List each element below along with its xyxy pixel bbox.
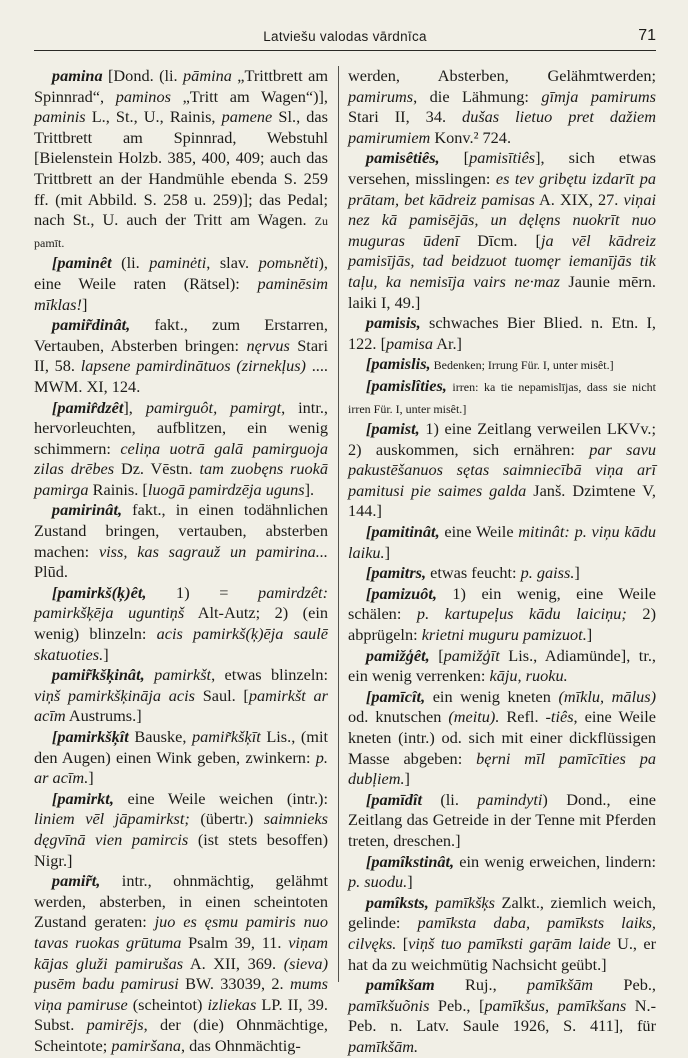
entry-example: pomьněti — [258, 253, 319, 273]
entry-text: ), eine Weile raten (Rätsel): — [34, 253, 328, 293]
entry-example: par savu pakustēšanuos sętas saimniecībā viņa arī pamitusi pie saimes galda — [348, 439, 656, 500]
entry-example: pamižģīt — [443, 645, 500, 665]
entry-example: pamirdzêt: pamirkšķēja uguntiņš — [34, 582, 328, 623]
entry-headword: pamîkšam — [365, 975, 435, 995]
entry-text: intr., ohnmächtig, gelähmt werden, absterben, in einen scheintoten Zustand geraten: — [34, 871, 328, 932]
dictionary-entry — [34, 871, 328, 1056]
entry-headword: pamisêtiês, — [365, 148, 440, 168]
entry-text: N.-Peb. n. Latv. Saule 1926, S. 411], für — [348, 995, 656, 1036]
entry-example: pamirums — [348, 86, 414, 106]
entry-example: pamiršana — [111, 1035, 181, 1055]
entry-text: , etwas blinzeln: — [211, 665, 329, 685]
entry-example: -tiês — [545, 707, 574, 727]
entry-headword: [pamirkš(ķ)êt, — [51, 582, 147, 602]
dictionary-entry — [348, 687, 656, 790]
entry-text: U., er hat da zu weichmütig Nachsicht geübt.] — [348, 933, 656, 974]
entry-text: ] — [88, 768, 94, 788]
entry-example: kāju, ruoku. — [489, 666, 568, 686]
entry-headword: [paminêt — [51, 253, 112, 273]
entry-text: (li. — [111, 253, 150, 273]
entry-example: izliekas — [207, 994, 257, 1014]
entry-text: ] — [574, 563, 580, 583]
entry-example: luogā pamirdzēja uguns — [147, 479, 305, 499]
entry-example: paminēsim mīklas! — [34, 273, 328, 314]
entry-text: ]. — [304, 479, 315, 499]
entry-example: viņš tuo pamīksti gaŗām laide — [408, 933, 611, 953]
entry-example: viņš pamirkšķināja acis — [34, 685, 195, 705]
entry-example: pamīkšām. — [348, 1036, 419, 1056]
entry-example: celiņa uotrā galā pamirguoja zilas drēbes — [34, 438, 329, 479]
entry-headword: [pamizuôt, — [365, 583, 437, 603]
entry-text: Lis., (mit den Augen) einen Wink geben, zwinkern: — [34, 727, 329, 767]
entry-example: viņai nez kā pamisējās, un dęlęns nuokrīt nuo muguras ūdenī — [348, 189, 656, 250]
entry-example: (mīklu, mālus) — [558, 686, 656, 706]
entry-example: lapsene pamirdinātuos (zirnekļus) — [80, 356, 306, 376]
entry-example: pamindyti — [477, 789, 543, 809]
dictionary-entry — [348, 66, 656, 148]
dictionary-entry — [348, 790, 656, 852]
entry-text: od. knutschen — [348, 707, 449, 727]
entry-text: (scheintot) — [127, 994, 208, 1014]
entry-example: pamirkšt — [154, 665, 212, 685]
dictionary-entry — [34, 665, 328, 727]
entry-text: fakt., in einen todähnlichen Zustand bringen, vertauben, absterben machen: — [34, 500, 328, 561]
entry-headword: pamižģêt, — [365, 645, 430, 665]
entry-text: Rainis. [ — [88, 479, 148, 499]
entry-example: bęrni mīl pamīcīties pa dubļiem. — [348, 748, 656, 789]
entry-example: pamirējs — [86, 1015, 144, 1035]
entry-text: (li. — [422, 789, 478, 809]
entry-example: juo es ęsmu pamiris nuo tavas ruokas grūtuma — [34, 912, 328, 952]
entry-text — [145, 665, 154, 684]
entry-text: ], — [123, 397, 146, 417]
dictionary-entry — [34, 66, 328, 253]
entry-text: Lis., Adiamünde], tr., ein wenig verrenken: — [348, 645, 656, 686]
entry-text: Refl. — [499, 707, 546, 727]
entry-text: (ist stets besoffen) Nigr.] — [34, 829, 328, 870]
entry-headword: pamisis, — [365, 313, 421, 333]
entry-text: Peb., [ — [429, 995, 485, 1015]
entry-text: etwas feucht: — [426, 563, 521, 583]
entry-text: ein wenig kneten — [425, 686, 559, 706]
entry-text: ] — [404, 769, 410, 789]
entry-text: ] — [81, 294, 88, 314]
entry-example: saimnieks dęgvīnā vien pamircis — [34, 809, 328, 849]
entry-text: Plūd. — [34, 562, 68, 582]
entry-text: BW. 33039, 2. — [178, 974, 290, 994]
entry-text: Psalm 39, 11. — [181, 932, 289, 952]
entry-headword: [pamislis, — [365, 354, 431, 374]
dictionary-entry — [348, 975, 656, 1057]
entry-headword: [pamir̂dzêt — [51, 397, 124, 417]
entry-text: ] — [407, 872, 413, 892]
entry-example: pamīkšām — [527, 975, 594, 995]
entry-text: Ruj., — [434, 975, 528, 995]
entry-headword: [pamitinât, — [365, 522, 440, 542]
entry-headword: [pamîkstinât, — [365, 851, 455, 871]
entry-example: pamisītiês — [469, 148, 536, 168]
entry-text: 2) abprügeln: — [348, 604, 656, 645]
entry-example: nęrvus — [246, 335, 290, 355]
entry-example: pamīksta daba, pamīksts laiks, cilvęks. — [348, 913, 657, 953]
entry-example: (sieva) pusēm badu pamirusi — [34, 953, 328, 994]
entry-headword: [pamislîties, — [365, 375, 447, 395]
entry-text: , die Lähmung: — [413, 86, 542, 106]
entry-text: [ — [396, 933, 409, 953]
entry-text: Peb., — [593, 975, 656, 995]
entry-text: 1) ein wenig, eine Weile schälen: — [348, 583, 656, 624]
entry-note: ka tie nepamislījas — [483, 379, 579, 394]
entry-text: Austrums.] — [65, 706, 142, 726]
entry-example: viss, kas sagrauž un pamirina... — [98, 541, 329, 561]
entry-text: Sl., das Trittbrett am Spinnrad, Webstuhl [Bielenstein Holzb. 385, 400, 409; auch das Trittbrett an der Handmühle ebenda S. 259 ff. (mit Abbild. S. 258 u. 259)]; das Pedal; nach St., U. auch der Tritt am Wagen. — [34, 107, 328, 230]
entry-text: Dz. Vēstn. — [114, 459, 200, 479]
dictionary-entry — [34, 727, 328, 789]
entry-text: , slav. — [206, 253, 259, 273]
entry-headword: pamina — [51, 66, 103, 85]
entry-text: Ar.] — [433, 333, 462, 353]
entry-text: A. XII, 369. — [183, 953, 284, 973]
entry-text: fakt., zum Erstarren, Vertauben, Absterben bringen: — [34, 315, 328, 355]
entry-text: L., St., U., Rainis, — [85, 107, 222, 127]
entry-example: dušas lietuo pret dažiem pamirumiem — [348, 107, 656, 147]
entry-example: pamene — [221, 107, 273, 127]
entry-example: pamīkšus, pamīkšans — [484, 995, 627, 1015]
entry-text: werden, Absterben, Gelähmtwerden; — [348, 66, 656, 85]
entry-headword: [pamitrs, — [365, 563, 427, 583]
entry-text: „Trittbrett am Spinnrad“, — [34, 66, 329, 106]
entry-note: .] — [606, 358, 614, 373]
entry-text: 1) eine Zeitlang verweilen LKVv.; 2) auskommen, sich ernähren: — [348, 419, 656, 459]
dictionary-entry — [34, 398, 328, 501]
entry-text: ] — [384, 542, 391, 562]
entry-headword: [pamirkšķît — [51, 727, 129, 746]
entry-text: Jaunie mērn. laiki I, 49.] — [348, 271, 657, 312]
entry-text: „Tritt am Wagen“)], — [170, 86, 328, 106]
dictionary-entry — [34, 315, 328, 397]
entry-text: eine Weile weichen (intr.): — [113, 788, 328, 808]
right-column — [348, 66, 657, 1056]
entry-text: , eine Weile kneten (intr.) od. sich mit einer dickflüssigen Masse abgeben: — [348, 707, 656, 768]
dictionary-entry — [348, 563, 656, 584]
entry-headword: [pamist, — [365, 419, 420, 439]
entry-text: Stari II, 34. — [348, 107, 463, 127]
entry-example: pamir̃kšķīt — [192, 727, 261, 746]
entry-note: irren: — [446, 379, 484, 394]
entry-headword: [pamirkt, — [51, 788, 114, 808]
entry-text: [ — [439, 148, 470, 168]
dictionary-entry — [348, 376, 656, 419]
dictionary-entry — [348, 646, 656, 687]
entry-example: paminis — [34, 107, 86, 127]
entry-text: ] — [103, 644, 109, 664]
dictionary-entry — [34, 500, 328, 582]
entry-example: pāmina — [183, 66, 232, 85]
dictionary-entry — [34, 253, 328, 315]
dictionary-entry — [348, 584, 656, 646]
entry-note: misêt. — [433, 401, 463, 416]
entry-text: A. XIX, 27. — [534, 189, 624, 209]
entry-text: .... MWM. XI, 124. — [34, 356, 329, 396]
entry-note: Bedenken; Irrung Für. I, unter — [430, 358, 581, 373]
dictionary-entry — [348, 354, 656, 376]
entry-text: eine Weile — [439, 522, 519, 542]
entry-text: Stari II, 58. — [34, 335, 328, 376]
entry-example: p. ar acīm. — [34, 747, 328, 788]
entry-example: (meitu). — [448, 707, 500, 727]
entry-headword: [pamīcît, — [365, 686, 426, 706]
entry-headword: pamîksts, — [365, 892, 429, 912]
entry-headword: pamir̃dinât, — [51, 315, 131, 335]
entry-text: [Dond. (li. — [102, 66, 184, 85]
entry-text: , der (die) Ohnmächtige, Scheintote; — [34, 1015, 328, 1055]
entry-example: pamirguôt, pamirgt — [145, 397, 282, 417]
entry-text: Alt-Autz; 2) (ein wenig) blinzeln: — [34, 603, 328, 644]
running-title: Latviešu valodas vārdnīca — [263, 29, 427, 44]
entry-example: liniem vēl jāpamirkst; — [34, 809, 190, 829]
entry-note: , dass sie nicht irren Für. I, unter — [348, 379, 656, 416]
entry-example: pamīkšķs — [435, 892, 495, 912]
page-header — [34, 20, 656, 51]
entry-text: Saul. [ — [195, 685, 249, 705]
entry-text: LP. II, 39. Subst. — [34, 994, 329, 1035]
entry-example: pamīkšuõnis — [348, 995, 430, 1015]
entry-text: ] — [586, 625, 593, 645]
entry-example: pamisa — [385, 333, 434, 353]
entry-example: viņam kājas gluži pamirušas — [34, 932, 328, 973]
entry-example: p. suodu. — [348, 872, 408, 892]
entry-note: ] — [462, 401, 467, 416]
dictionary-entry — [348, 893, 656, 975]
entry-example: mums viņa pamiruse — [34, 974, 328, 1014]
dictionary-entry — [348, 522, 656, 563]
left-column — [34, 66, 329, 1055]
page-number: 71 — [638, 27, 656, 44]
dictionary-entry — [348, 852, 656, 893]
column-divider — [338, 66, 339, 982]
entry-text: Konv.² 724. — [430, 127, 512, 147]
entry-example: paminos — [115, 86, 171, 106]
entry-text: Bauske, — [128, 727, 193, 746]
entry-text: Zalkt., ziemlich weich, gelinde: — [348, 892, 656, 933]
entry-example: tam zuobęns ruokā pamirga — [34, 459, 328, 499]
entry-example: p. kartupeļus kādu laiciņu; — [416, 604, 627, 624]
entry-headword: pamir̃t, — [51, 871, 101, 891]
entry-example: p. gaiss. — [520, 563, 575, 583]
entry-text: , das Ohnmächtig- — [181, 1035, 301, 1055]
entry-example: gīmja pamirums — [541, 86, 657, 106]
entry-text: ) Dond., eine Zeitlang das Getreide in der Tenne mit Pferden treten, dreschen.] — [348, 789, 656, 850]
entry-example: acis pamirkš(ķ)ēja saulē skatuoties. — [34, 624, 328, 664]
entry-headword: [pamīdît — [365, 789, 422, 809]
entry-text: 1) = — [146, 582, 259, 602]
entry-example: ja vēl kādreiz pamisījās, tad beidzuot tuomęr iemanījās tik taļu, ka nemisīja vairs ne·maz — [348, 230, 656, 291]
dictionary-entry — [348, 148, 656, 313]
entry-text: ein wenig erweichen, lindern: — [454, 851, 656, 871]
entry-note: Zu pamīt. — [34, 214, 328, 250]
entry-note: misêt — [580, 358, 607, 373]
entry-headword: pamir̃kšķinât, — [51, 665, 145, 685]
entry-example: mitinât: p. viņu kādu laiku. — [348, 522, 656, 562]
entry-example: krietni muguru pamizuot. — [421, 625, 587, 645]
dictionary-entry — [348, 419, 656, 522]
dictionary-entry — [34, 583, 328, 665]
entry-example: paminėti — [149, 253, 207, 273]
entry-text: ], sich etwas versehen, misslingen: — [348, 148, 656, 188]
dictionary-entry — [34, 789, 328, 871]
entry-text: , intr., hervorleuchten, aufblitzen, ein wenig schimmern: — [34, 397, 328, 458]
entry-example: pamirkšt ar acīm — [34, 685, 328, 726]
dictionary-entry — [348, 313, 656, 354]
entry-headword: pamirinât, — [51, 500, 123, 520]
entry-text: (übertr.) — [189, 809, 264, 829]
entry-text: schwaches Bier Blied. n. Etn. I, 122. [ — [348, 313, 656, 353]
entry-text: Dīcm. [ — [459, 230, 541, 250]
entry-text: [ — [429, 645, 444, 665]
entry-text: Janš. Dzimtene V, 144.] — [348, 480, 657, 521]
entry-example: es tev gribętu izdarīt pa prātam, bet kādreiz pamisas — [348, 168, 657, 209]
